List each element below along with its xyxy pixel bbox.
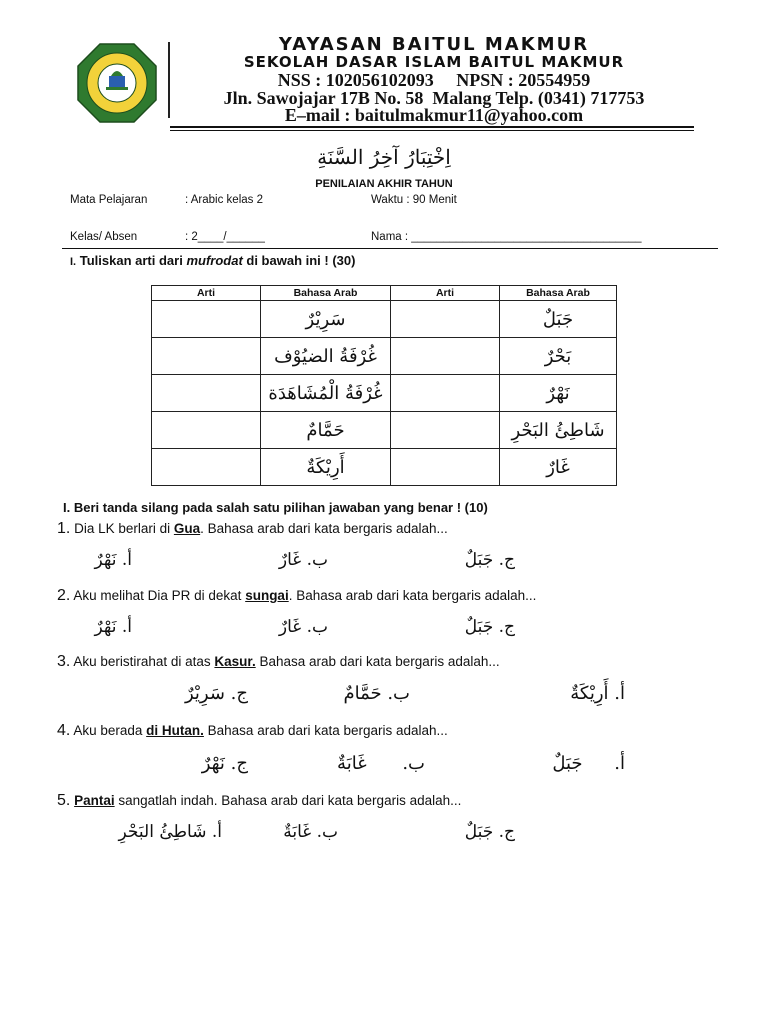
- option-b[interactable]: ب. غَارٌ: [278, 617, 328, 637]
- option-c[interactable]: ج. جَبَلٌ: [464, 822, 515, 842]
- name-field[interactable]: Nama : ____________________________________: [371, 231, 642, 243]
- question-text-post: . Bahasa arab dari kata bergaris adalah...: [288, 588, 537, 603]
- col-bahasa-arab-1: Bahasa Arab: [261, 286, 391, 301]
- meta-divider: [62, 248, 718, 249]
- arabic-word: بَحْرٌ: [500, 338, 617, 375]
- foundation-name: YAYASAN BAITUL MAKMUR: [278, 34, 590, 55]
- logo-base: [106, 87, 128, 90]
- arabic-word: شَاطِئُ البَحْرِ: [500, 412, 617, 449]
- school-address: Jln. Sawojajar 17B No. 58 Malang Telp. (0341) 717753: [223, 88, 645, 108]
- exam-arabic-title: اِخْتِبَارُ آخِرُ السَّنَةِ: [317, 145, 451, 169]
- section1-heading: [70, 253, 355, 268]
- col-arti-1: Arti: [152, 286, 261, 301]
- question-number: 4.: [57, 722, 71, 739]
- class-field[interactable]: : 2____/______: [185, 231, 265, 243]
- answer-cell[interactable]: [152, 338, 261, 375]
- question-text-pre: Dia LK berlari di: [70, 521, 174, 536]
- section1-text-pre: Tuliskan arti dari: [79, 253, 187, 268]
- option-b[interactable]: ب. غَارٌ: [278, 550, 328, 570]
- question-text-post: Bahasa arab dari kata bergaris adalah...: [255, 654, 500, 669]
- school-ids: NSS : 102056102093 NPSN : 20554959: [277, 70, 591, 90]
- question-text-post: Bahasa arab dari kata bergaris adalah...: [203, 723, 448, 738]
- vocab-header-row: [152, 286, 617, 301]
- arabic-word: غُرْفَةُ الضيُوْف: [261, 338, 391, 375]
- option-b[interactable]: ب. غَابَةٌ: [337, 753, 425, 774]
- question-text-pre: Aku beristirahat di atas: [70, 654, 215, 669]
- underlined-word: Pantai: [74, 793, 115, 808]
- school-logo: [76, 42, 158, 124]
- question-1: [57, 520, 448, 538]
- question-5: [57, 792, 461, 810]
- answer-cell[interactable]: [152, 449, 261, 486]
- option-c[interactable]: ج. نَهْرٌ: [201, 753, 248, 774]
- underlined-word: di Hutan.: [146, 723, 204, 738]
- section1-text-em: mufrodat: [186, 253, 243, 268]
- answer-cell[interactable]: [391, 301, 500, 338]
- option-c[interactable]: ج. جَبَلٌ: [464, 617, 515, 637]
- answer-cell[interactable]: [152, 412, 261, 449]
- question-text-post: sangatlah indah. Bahasa arab dari kata bergaris adalah...: [114, 793, 462, 808]
- option-a[interactable]: أ. نَهْرٌ: [94, 617, 132, 637]
- subject-label: Mata Pelajaran: [70, 194, 148, 206]
- answer-cell[interactable]: [391, 412, 500, 449]
- question-text-pre: Aku melihat Dia PR di dekat: [70, 588, 246, 603]
- question-2: [57, 587, 536, 605]
- school-email: E–mail : baitulmakmur11@yahoo.com: [284, 105, 584, 125]
- table-row: [152, 375, 617, 412]
- option-a[interactable]: أ. نَهْرٌ: [94, 550, 132, 570]
- underlined-word: Kasur.: [214, 654, 256, 669]
- arabic-word: سَرِيْرٌ: [261, 301, 391, 338]
- question-number: 1.: [57, 520, 71, 537]
- question-3: [57, 653, 500, 671]
- option-a[interactable]: أ. جَبَلٌ: [552, 753, 625, 774]
- section1-number: I.: [70, 256, 77, 268]
- question-4: [57, 722, 448, 740]
- underlined-word: sungai: [245, 588, 289, 603]
- question-text-pre: Aku berada: [70, 723, 147, 738]
- table-row: [152, 338, 617, 375]
- section2-heading: I. Beri tanda silang pada salah satu pilihan jawaban yang benar ! (10): [63, 500, 488, 515]
- underlined-word: Gua: [173, 521, 201, 536]
- time-info: Waktu : 90 Menit: [371, 194, 457, 206]
- question-text-post: . Bahasa arab dari kata bergaris adalah...: [200, 521, 448, 536]
- table-row: [152, 412, 617, 449]
- answer-cell[interactable]: [152, 301, 261, 338]
- option-c[interactable]: ج. سَرِيْرٌ: [184, 683, 248, 704]
- answer-cell[interactable]: [391, 449, 500, 486]
- exam-title: PENILAIAN AKHIR TAHUN: [315, 178, 453, 190]
- question-number: 2.: [57, 587, 71, 604]
- question-number: 3.: [57, 653, 71, 670]
- table-row: [152, 301, 617, 338]
- header-rule-thin: [170, 130, 694, 131]
- arabic-word: نَهْرٌ: [500, 375, 617, 412]
- option-c[interactable]: ج. جَبَلٌ: [464, 550, 515, 570]
- logo-book: [109, 76, 125, 87]
- answer-cell[interactable]: [391, 338, 500, 375]
- option-b[interactable]: ب. غَابَةٌ: [283, 822, 338, 842]
- section1-text-post: di bawah ini ! (30): [242, 253, 356, 268]
- school-name: SEKOLAH DASAR ISLAM BAITUL MAKMUR: [243, 53, 625, 71]
- col-arti-2: Arti: [391, 286, 500, 301]
- header-divider: [168, 42, 170, 118]
- arabic-word: غُرْفَةُ الْمُشَاهَدَة: [261, 375, 391, 412]
- vocab-table: [151, 285, 617, 486]
- answer-cell[interactable]: [152, 375, 261, 412]
- answer-cell[interactable]: [391, 375, 500, 412]
- class-label: Kelas/ Absen: [70, 231, 138, 243]
- option-a[interactable]: أ. شَاطِئُ البَحْرِ: [118, 822, 222, 842]
- question-number: 5.: [57, 792, 71, 809]
- option-a[interactable]: أ. أَرِيْكَةٌ: [570, 683, 625, 704]
- option-b[interactable]: ب. حَمَّامٌ: [343, 683, 410, 704]
- header-rule-thick: [170, 126, 694, 128]
- arabic-word: أَرِيْكَةٌ: [261, 449, 391, 486]
- col-bahasa-arab-2: Bahasa Arab: [500, 286, 617, 301]
- subject-value: : Arabic kelas 2: [185, 194, 263, 206]
- arabic-word: جَبَلٌ: [500, 301, 617, 338]
- arabic-word: حَمَّامٌ: [261, 412, 391, 449]
- arabic-word: غَارٌ: [500, 449, 617, 486]
- table-row: [152, 449, 617, 486]
